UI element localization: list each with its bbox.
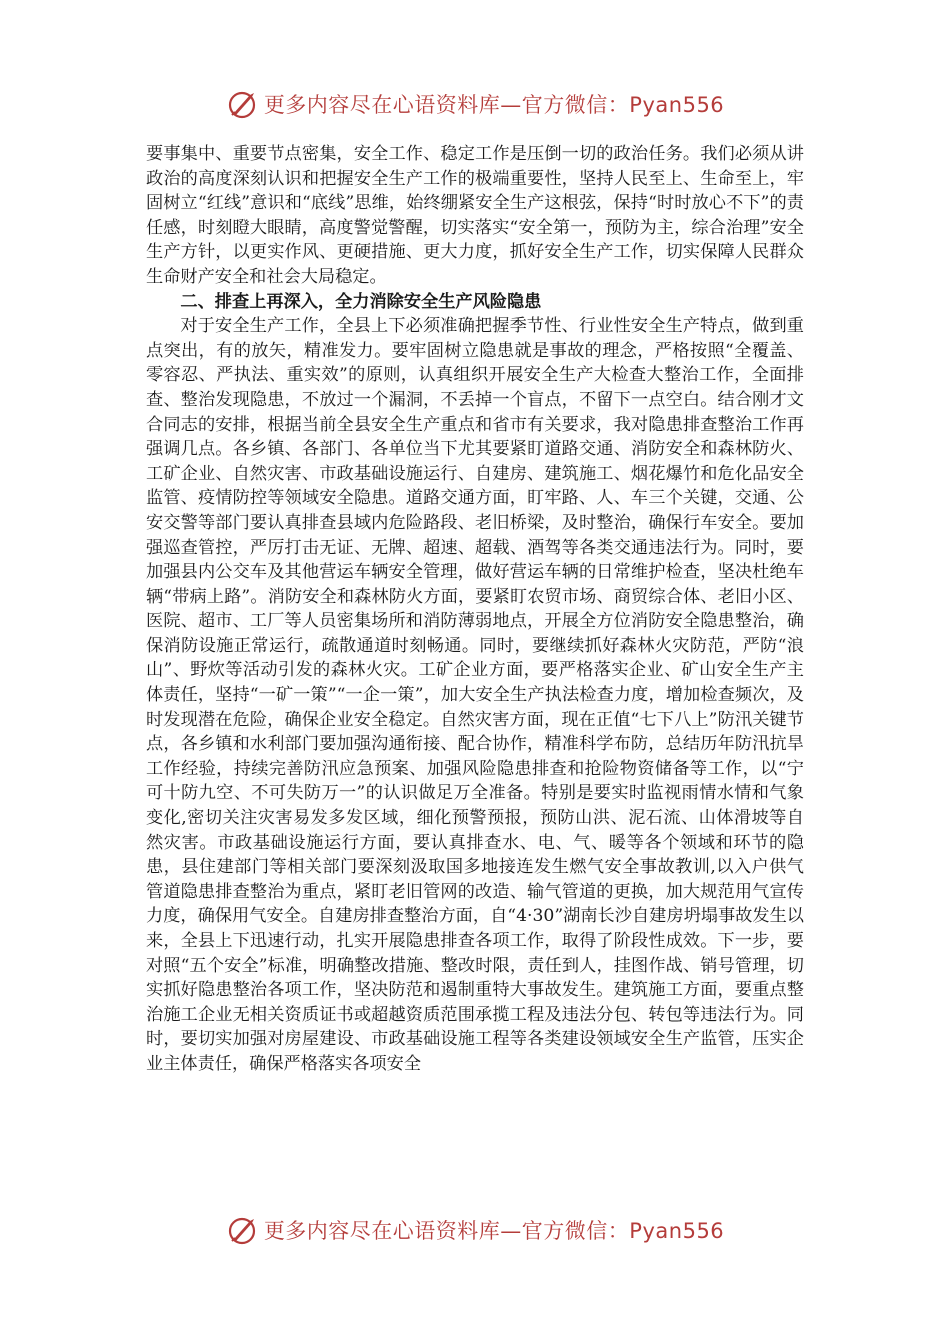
paragraph-continuation: 要事集中、重要节点密集，安全工作、稳定工作是压倒一切的政治任务。我们必须从讲政治的高度深刻认识和把握安全生产工作的极端重要性，坚持人民至上、生命至上，牢固树立“红线”意识和“底线”思维，始终绷紧安全生产这根弦，保持“时时放心不下”的责任感，时刻瞪大眼睛，高度警觉警醒，切实落实“安全第一，预防为主，综合治理”安全生产方针，以更实作风、更硬措施、更大力度，抓好安全生产工作，切实保障人民群众生命财产安全和社会大局稳定。 [146, 144, 804, 287]
pen-logo-icon [226, 87, 260, 121]
document-body [146, 142, 804, 1077]
pen-logo-icon [226, 1213, 260, 1247]
header-banner-text: 更多内容尽在心语资料库—官方微信：Pyan556 [263, 93, 725, 117]
header-banner [0, 82, 950, 126]
paragraph-main: 对于安全生产工作，全县上下必须准确把握季节性、行业性安全生产特点，做到重点突出，有的放矢，精准发力。要牢固树立隐患就是事故的理念，严格按照“全覆盖、零容忍、严执法、重实效”的原则，认真组织开展安全生产大检查大整治工作，全面排查、整治发现隐患，不放过一个漏洞，不丢掉一个盲点，不留下一点空白。结合刚才文合同志的安排，根据当前全县安全生产重点和省市有关要求，我对隐患排查整治工作再强调几点。各乡镇、各部门、各单位当下尤其要紧盯道路交通、消防安全和森林防火、工矿企业、自然灾害、市政基础设施运行、自建房、建筑施工、烟花爆竹和危化品安全监管、疫情防控等领域安全隐患。道路交通方面，盯牢路、人、车三个关键，交通、公安交警等部门要认真排查县域内危险路段、老旧桥梁，及时整治，确保行车安全。要加强巡查管控，严厉打击无证、无牌、超速、超载、酒驾等各类交通违法行为。同时，要加强县内公交车及其他营运车辆安全管理，做好营运车辆的日常维护检查，坚决杜绝车辆“带病上路”。消防安全和森林防火方面，要紧盯农贸市场、商贸综合体、老旧小区、医院、超市、工厂等人员密集场所和消防薄弱地点，开展全方位消防安全隐患整治，确保消防设施正常运行，疏散通道时刻畅通。同时，要继续抓好森林火灾防范，严防“浪山”、野炊等活动引发的森林火灾。工矿企业方面，要严格落实企业、矿山安全生产主体责任，坚持“一矿一策”“一企一策”，加大安全生产执法检查力度，增加检查频次，及时发现潜在危险，确保企业安全稳定。自然灾害方面，现在正值“七下八上”防汛关键节点，各乡镇和水利部门要加强沟通衔接、配合协作，精准科学布防，总结历年防汛抗旱工作经验，持续完善防汛应急预案、加强风险隐患排查和抢险物资储备等工作，以“宁可十防九空、不可失防万一”的认识做足万全准备。特别是要实时监视雨情水情和气象变化,密切关注灾害易发多发区域，细化预警预报，预防山洪、泥石流、山体滑坡等自然灾害。市政基础设施运行方面，要认真排查水、电、气、暖等各个领域和环节的隐患，县住建部门等相关部门要深刻汲取国多地接连发生燃气安全事故教训,以入户供气管道隐患排查整治为重点，紧盯老旧管网的改造、输气管道的更换，加大规范用气宣传力度，确保用气安全。自建房排查整治方面，自“4·30”湖南长沙自建房坍塌事故发生以来，全县上下迅速行动，扎实开展隐患排查各项工作，取得了阶段性成效。下一步，要对照“五个安全”标准，明确整改措施、整改时限，责任到人，挂图作战、销号管理，切实抓好隐患整治各项工作，坚决防范和遏制重特大事故发生。建筑施工方面，要重点整治施工企业无相关资质证书或超越资质范围承揽工程及违法分包、转包等违法行为。同时，要切实加强对房屋建设、市政基础设施工程等各类建设领域安全生产监管，压实企业主体责任，确保严格落实各项安全 [146, 316, 804, 1074]
footer-banner-text: 更多内容尽在心语资料库—官方微信：Pyan556 [263, 1219, 725, 1243]
footer-banner [0, 1208, 950, 1252]
section-heading: 二、排查上再深入，全力消除安全生产风险隐患 [180, 291, 542, 312]
